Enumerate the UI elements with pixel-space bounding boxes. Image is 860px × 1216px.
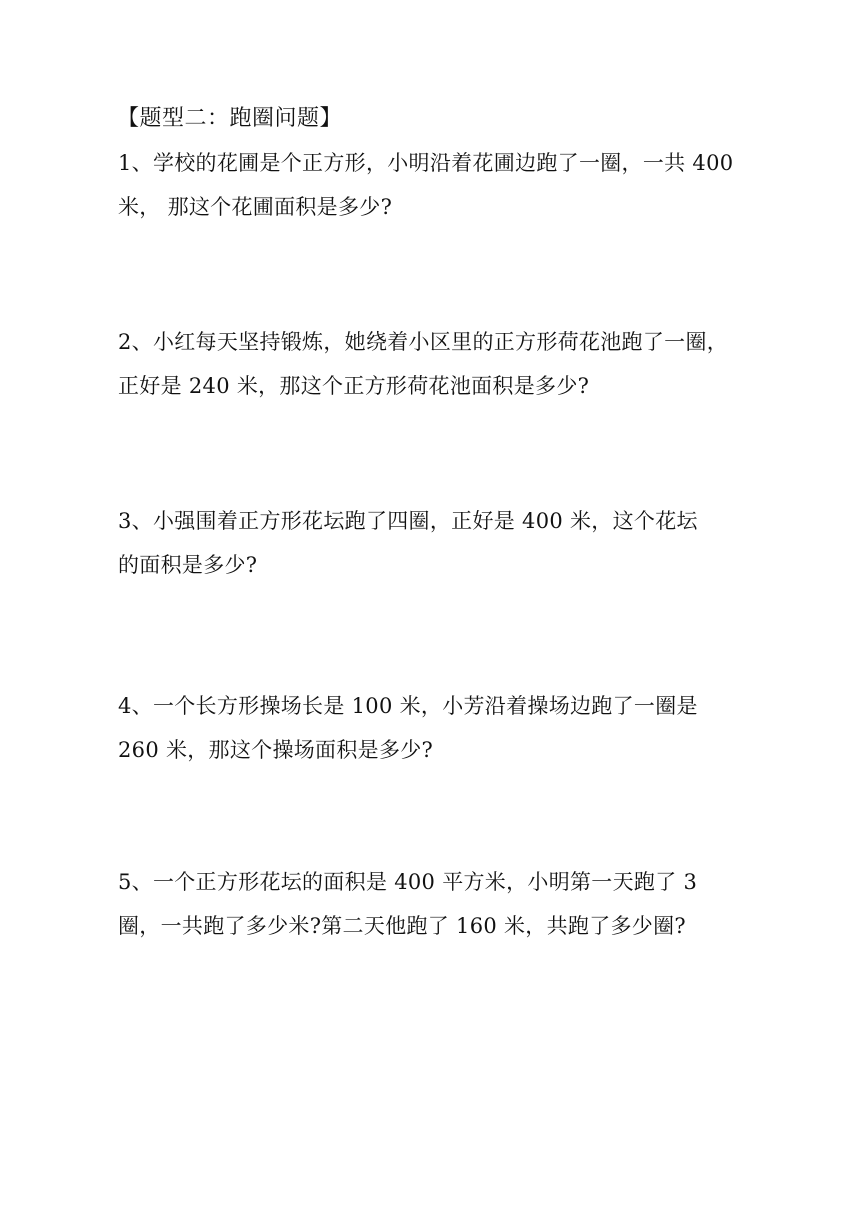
problem-4-line-1: 4、一个长方形操场长是 100 米，小芳沿着操场边跑了一圈是 bbox=[118, 694, 698, 718]
problem-5-line-1: 5、一个正方形花坛的面积是 400 平方米，小明第一天跑了 3 bbox=[118, 870, 698, 894]
problem-4-line-2: 260 米，那这个操场面积是多少? bbox=[118, 738, 434, 762]
problem-3 bbox=[118, 499, 750, 587]
problem-1-line-2: 米， 那这个花圃面积是多少? bbox=[118, 195, 393, 219]
problem-3-line-1: 3、小强围着正方形花坛跑了四圈，正好是 400 米，这个花坛 bbox=[118, 509, 698, 533]
problem-5 bbox=[118, 860, 750, 948]
problem-2-line-1: 2、小红每天坚持锻炼，她绕着小区里的正方形荷花池跑了一圈， bbox=[118, 330, 729, 354]
problem-1-line-1: 1、学校的花圃是个正方形，小明沿着花圃边跑了一圈，一共 400 bbox=[118, 151, 734, 175]
problem-2-line-2: 正好是 240 米，那这个正方形荷花池面积是多少? bbox=[118, 374, 590, 398]
section-heading: 【题型二：跑圈问题】 bbox=[117, 106, 343, 131]
problem-5-line-2: 圈，一共跑了多少米?第二天他跑了 160 米，共跑了多少圈? bbox=[118, 914, 686, 938]
problem-4 bbox=[118, 684, 750, 772]
problem-3-line-2: 的面积是多少? bbox=[118, 553, 258, 577]
problem-1 bbox=[118, 141, 750, 229]
problem-2 bbox=[118, 320, 750, 408]
